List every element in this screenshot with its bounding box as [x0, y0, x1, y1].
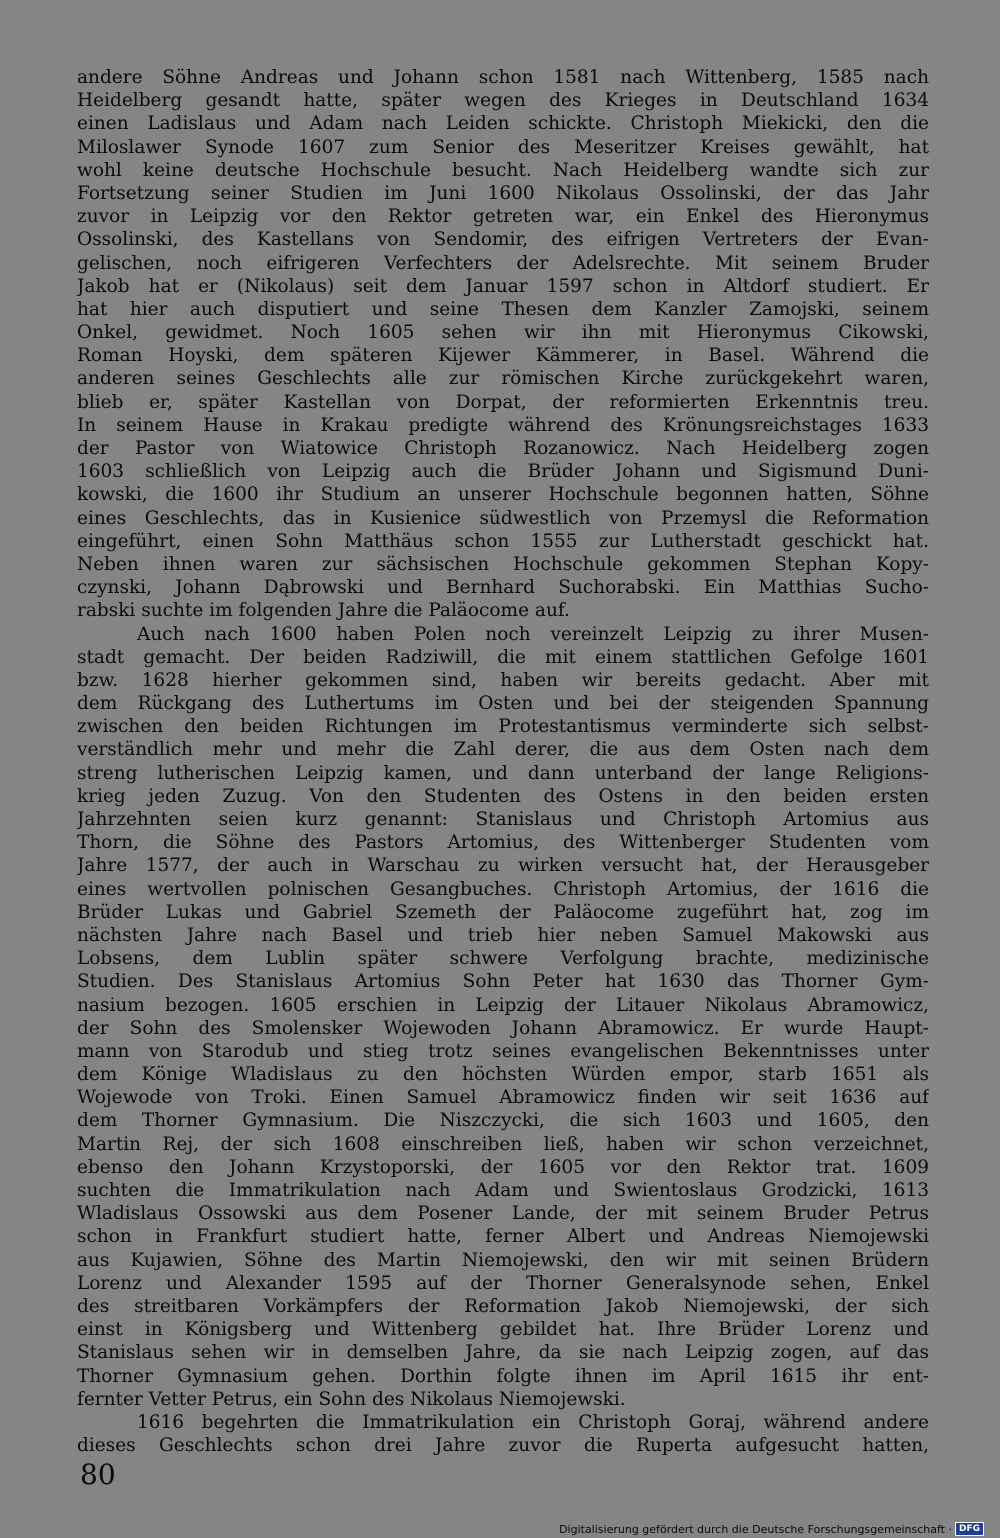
- text-line: dem Thorner Gymnasium. Die Niszczycki, die sich 1603 und 1605, den: [77, 1110, 929, 1132]
- text-line: mann von Starodub und stieg trotz seines evangelischen Bekenntnisses unter: [77, 1040, 929, 1062]
- text-line: Ossolinski, des Kastellans von Sendomir, des eifrigen Vertreters der Evan-: [77, 229, 929, 251]
- text-line: Heidelberg gesandt hatte, später wegen des Krieges in Deutschland 1634: [77, 90, 929, 112]
- text-line: schon in Frankfurt studiert hatte, ferner Albert und Andreas Niemojewski: [77, 1226, 929, 1248]
- text-line: der Sohn des Smolensker Wojewoden Johann Abramowicz. Er wurde Haupt-: [77, 1017, 929, 1039]
- text-line: Miloslawer Synode 1607 zum Senior des Meseritzer Kreises gewählt, hat: [77, 136, 929, 158]
- text-line: aus Kujawien, Söhne des Martin Niemojewski, den wir mit seinen Brüdern: [77, 1249, 929, 1271]
- text-line: zuvor in Leipzig vor den Rektor getreten war, ein Enkel des Hieronymus: [77, 206, 929, 228]
- text-line: Neben ihnen waren zur sächsischen Hochschule gekommen Stephan Kopy-: [77, 553, 929, 575]
- page-number: 80: [80, 1458, 116, 1491]
- text-line: nächsten Jahre nach Basel und trieb hier neben Samuel Makowski aus: [77, 924, 929, 946]
- digitization-footer: [559, 1522, 984, 1536]
- text-line: gelischen, noch eifrigeren Verfechters der Adelsrechte. Mit seinem Bruder: [77, 252, 929, 274]
- text-line: Wojewode von Troki. Einen Samuel Abramowicz finden wir seit 1636 auf: [77, 1087, 929, 1109]
- text-line: Martin Rej, der sich 1608 einschreiben ließ, haben wir schon verzeichnet,: [77, 1133, 929, 1155]
- text-line: bzw. 1628 hierher gekommen sind, haben wir bereits gedacht. Aber mit: [77, 669, 929, 691]
- text-line: ebenso den Johann Krzystoporski, der 1605 vor den Rektor trat. 1609: [77, 1156, 929, 1178]
- text-line: blieb er, später Kastellan von Dorpat, der reformierten Erkenntnis treu.: [77, 391, 929, 413]
- text-line: Jakob hat er (Nikolaus) seit dem Januar 1597 schon in Altdorf studiert. Er: [77, 275, 929, 297]
- text-line: eingeführt, einen Sohn Matthäus schon 1555 zur Lutherstadt geschickt hat.: [77, 530, 929, 552]
- text-line: wohl keine deutsche Hochschule besucht. Nach Heidelberg wandte sich zur: [77, 159, 929, 181]
- text-line: Thorn, die Söhne des Pastors Artomius, des Wittenberger Studenten vom: [77, 832, 929, 854]
- text-line: 1616 begehrten die Immatrikulation ein Christoph Goraj, während andere: [137, 1411, 929, 1433]
- text-line: kowski, die 1600 ihr Studium an unserer Hochschule begonnen hatten, Söhne: [77, 484, 929, 506]
- text-line: Thorner Gymnasium gehen. Dorthin folgte ihnen im April 1615 ihr ent-: [77, 1365, 929, 1387]
- text-line: Roman Hoyski, dem späteren Kijewer Kämmerer, in Basel. Während die: [77, 345, 929, 367]
- text-line: dem Rückgang des Luthertums im Osten und bei der steigenden Spannung: [77, 693, 929, 715]
- text-line: anderen seines Geschlechts alle zur römischen Kirche zurückgekehrt waren,: [77, 368, 929, 390]
- text-line: Onkel, gewidmet. Noch 1605 sehen wir ihn mit Hieronymus Cikowski,: [77, 322, 929, 344]
- text-line: eines Geschlechts, das in Kusienice südwestlich von Przemysl die Reformation: [77, 507, 929, 529]
- text-line: In seinem Hause in Krakau predigte während des Krönungsreichstages 1633: [77, 414, 929, 436]
- text-line: suchten die Immatrikulation nach Adam und Swientoslaus Grodzicki, 1613: [77, 1180, 929, 1201]
- text-line: des streitbaren Vorkämpfers der Reformation Jakob Niemojewski, der sich: [77, 1295, 929, 1317]
- text-line: Auch nach 1600 haben Polen noch vereinzelt Leipzig zu ihrer Musen-: [137, 623, 929, 645]
- text-line: zwischen den beiden Richtungen im Protestantismus verminderte sich selbst-: [77, 716, 929, 738]
- text-line: der Pastor von Wiatowice Christoph Rozanowicz. Nach Heidelberg zogen: [77, 438, 929, 459]
- text-line: Jahre 1577, der auch in Warschau zu wirken versucht hat, der Herausgeber: [77, 855, 929, 877]
- text-line: Brüder Lukas und Gabriel Szemeth der Paläocome zugeführt hat, zog im: [77, 901, 929, 923]
- text-line: einen Ladislaus und Adam nach Leiden schickte. Christoph Miekicki, den die: [77, 113, 929, 135]
- text-line: eines wertvollen polnischen Gesangbuches. Christoph Artomius, der 1616 die: [77, 878, 929, 900]
- text-line: streng lutherischen Leipzig kamen, und dann unterband der lange Religions-: [77, 762, 929, 784]
- text-line: dem Könige Wladislaus zu den höchsten Würden empor, starb 1651 als: [77, 1064, 929, 1086]
- text-line: Wladislaus Ossowski aus dem Posener Lande, der mit seinem Bruder Petrus: [77, 1203, 929, 1225]
- text-line: czynski, Johann Dąbrowski und Bernhard Suchorabski. Ein Matthias Sucho-: [77, 577, 929, 599]
- text-line: 1603 schließlich von Leipzig auch die Brüder Johann und Sigismund Duni-: [77, 461, 929, 483]
- text-line: rabski suchte im folgenden Jahre die Paläocome auf.: [77, 600, 570, 622]
- text-line: Lorenz und Alexander 1595 auf der Thorner Generalsynode sehen, Enkel: [77, 1272, 929, 1294]
- text-line: Fortsetzung seiner Studien im Juni 1600 Nikolaus Ossolinski, der das Jahr: [77, 182, 929, 204]
- page-body-text: [77, 66, 929, 1457]
- text-line: fernter Vetter Petrus, ein Sohn des Nikolaus Niemojewski.: [77, 1388, 626, 1410]
- text-line: andere Söhne Andreas und Johann schon 1581 nach Wittenberg, 1585 nach: [77, 67, 929, 88]
- text-line: hat hier auch disputiert und seine Thesen dem Kanzler Zamojski, seinem: [77, 298, 929, 320]
- footer-credit-text: Digitalisierung gefördert durch die Deutsche Forschungsgemeinschaft ·: [559, 1522, 952, 1536]
- text-line: stadt gemacht. Der beiden Radziwill, die mit einem stattlichen Gefolge 1601: [77, 646, 929, 668]
- text-line: einst in Königsberg und Wittenberg gebildet hat. Ihre Brüder Lorenz und: [77, 1319, 929, 1341]
- text-line: krieg jeden Zuzug. Von den Studenten des Ostens in den beiden ersten: [77, 785, 929, 807]
- text-line: verständlich mehr und mehr die Zahl derer, die aus dem Osten nach dem: [77, 739, 929, 761]
- text-line: Studien. Des Stanislaus Artomius Sohn Peter hat 1630 das Thorner Gym-: [77, 971, 929, 993]
- text-line: Jahrzehnten seien kurz genannt: Stanislaus und Christoph Artomius aus: [77, 809, 929, 830]
- text-line: Lobsens, dem Lublin später schwere Verfolgung brachte, medizinische: [77, 948, 929, 970]
- text-line: nasium bezogen. 1605 erschien in Leipzig der Litauer Nikolaus Abramowicz,: [77, 994, 929, 1016]
- text-line: dieses Geschlechts schon drei Jahre zuvor die Ruperta aufgesucht hatten,: [77, 1435, 929, 1457]
- dfg-logo-icon: DFG: [955, 1522, 984, 1536]
- text-line: Stanislaus sehen wir in demselben Jahre, da sie nach Leipzig zogen, auf das: [77, 1342, 929, 1364]
